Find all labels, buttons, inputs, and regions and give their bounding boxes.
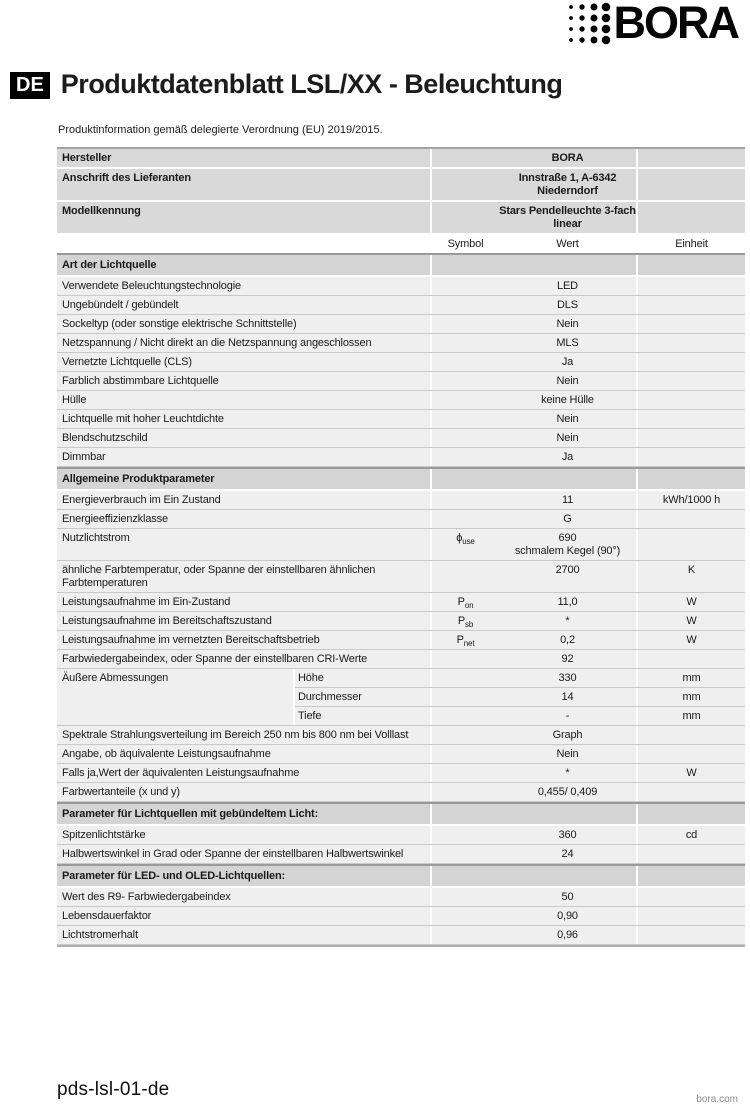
row-value-line: 0,96 [557,929,578,941]
row-symbol [432,669,499,687]
site-url: bora.com [696,1094,738,1105]
row-symbol: $P_{sb}$ [432,612,499,630]
row-symbol [432,510,499,528]
row-label: Nutzlichtstrom [57,529,430,560]
row-symbol [432,429,499,447]
section-label: Art der Lichtquelle [57,255,430,275]
table-row [57,783,745,802]
table-row [57,529,745,561]
row-unit [638,149,745,167]
table-row [57,745,745,764]
row-value [499,429,636,447]
table-row [57,612,745,631]
row-symbol [432,926,499,944]
row-unit [638,783,745,801]
row-value-line: 92 [561,653,574,665]
row-value [499,315,636,333]
row-symbol [432,353,499,371]
table-row [57,149,745,169]
row-sublabel: Tiefe [295,707,430,725]
section-label: Allgemeine Produktparameter [57,469,430,489]
title-row [10,69,562,99]
section-mid-cell [432,866,636,886]
row-unit: W [638,593,745,611]
row-value-line: Innstraße 1, A-6342 Niederndorf [518,172,617,197]
section-unit-cell [638,255,745,275]
row-value-line: Graph [552,729,583,741]
row-value [499,926,636,944]
row-unit [638,529,745,560]
row-value [499,845,636,863]
section-mid-cell [432,469,636,489]
row-value-line: DLS [557,299,578,311]
row-unit [638,372,745,390]
row-label: Farbwiedergabeindex, oder Spanne der einstellbaren CRI-Werte [57,650,430,668]
row-unit [638,845,745,863]
info-note: Produktinformation gemäß delegierte Verordnung (EU) 2019/2015. [58,124,383,136]
row-value [499,650,636,668]
row-value-line: 690 [558,532,577,544]
row-value [499,391,636,409]
row-symbol: $P_{net}$ [432,631,499,649]
table-row [57,429,745,448]
symbol-subscript: on [464,601,474,611]
row-value-line: keine Hülle [541,394,594,406]
row-value: 330 [499,669,636,687]
table-row [57,372,745,391]
row-value-line: Stars Pendelleuchte 3-fach linear [499,205,636,230]
row-label: Leistungsaufnahme im vernetzten Bereitschaftsbetrieb [57,631,430,649]
row-symbol: $P_{on}$ [432,593,499,611]
row-value [499,631,636,649]
column-header-einheit: Einheit [638,235,745,253]
row-value-line: BORA [551,152,584,164]
row-symbol [432,745,499,763]
symbol-subscript: sb [465,620,474,630]
row-unit: W [638,764,745,782]
row-value [499,612,636,630]
row-label: Falls ja,Wert der äquivalenten Leistungsaufnahme [57,764,430,782]
logo-dots-icon [567,1,611,45]
row-label: Spektrale Strahlungsverteilung im Bereich 250 nm bis 800 nm bei Volllast [57,726,430,744]
row-label: Spitzenlichtstärke [57,826,430,844]
row-value-line: Nein [556,375,579,387]
row-label: Ungebündelt / gebündelt [57,296,430,314]
section-unit-cell [638,469,745,489]
row-label: Hülle [57,391,430,409]
row-value-line: Nein [556,748,579,760]
row-value [499,783,636,801]
row-value [499,826,636,844]
section-row [57,864,745,888]
row-label: Sockeltyp (oder sonstige elektrische Schnittstelle) [57,315,430,333]
row-value-line: 0,455/ 0,409 [537,786,598,798]
row-symbol [432,202,499,233]
row-symbol [432,888,499,906]
row-value [499,561,636,592]
row-unit [638,296,745,314]
row-value [499,448,636,466]
table-row [57,169,745,202]
row-symbol [432,688,499,706]
group-subrows [295,669,745,725]
row-label: Modellkennung [57,202,430,233]
row-label: Hersteller [57,149,430,167]
row-symbol [432,650,499,668]
row-value-line: 360 [558,829,577,841]
row-label: Energieverbrauch im Ein Zustand [57,491,430,509]
table-row [57,448,745,467]
row-label: Blendschutzschild [57,429,430,447]
row-value-line: 11 [561,494,574,506]
row-label: Lebensdauerfaktor [57,907,430,925]
row-unit: cd [638,826,745,844]
table-row [57,826,745,845]
row-label: Verwendete Beleuchtungstechnologie [57,277,430,295]
table-row [57,410,745,429]
row-unit [638,353,745,371]
table-row [57,277,745,296]
section-unit-cell [638,804,745,824]
table-row [57,353,745,372]
row-value [499,277,636,295]
row-unit: W [638,612,745,630]
section-row [57,802,745,826]
section-row [57,467,745,491]
row-unit [638,745,745,763]
row-value-line: Nein [556,413,579,425]
table-subrow [295,669,745,688]
row-symbol [432,491,499,509]
row-value [499,149,636,167]
row-symbol [432,448,499,466]
table-row [57,315,745,334]
row-symbol [432,410,499,428]
table-row [57,593,745,612]
section-mid-cell [432,804,636,824]
table-row [57,907,745,926]
row-label: Farbwertanteile (x und y) [57,783,430,801]
table-row [57,726,745,745]
row-label: Farblich abstimmbare Lichtquelle [57,372,430,390]
row-label: Lichtquelle mit hoher Leuchtdichte [57,410,430,428]
symbol-subscript: net [463,639,475,649]
table-row [57,510,745,529]
row-unit [638,202,745,233]
row-unit: mm [638,707,745,725]
doc-id: pds-lsl-01-de [57,1079,170,1100]
row-label: Energieeffizienzklasse [57,510,430,528]
row-value [499,169,636,200]
row-unit [638,315,745,333]
row-symbol [432,169,499,200]
row-sublabel: Höhe [295,669,430,687]
column-header-row [57,235,745,253]
row-sublabel: Durchmesser [295,688,430,706]
row-value-line: LED [557,280,578,292]
row-value: - [499,707,636,725]
row-symbol [432,907,499,925]
row-unit: kWh/1000 h [638,491,745,509]
row-symbol [432,726,499,744]
row-unit [638,510,745,528]
row-label: Leistungsaufnahme im Bereitschaftszustand [57,612,430,630]
table-row [57,334,745,353]
row-unit [638,391,745,409]
row-value-line: 11,0 [557,596,578,608]
section-label: Parameter für Lichtquellen mit gebündeltem Licht: [57,804,430,824]
row-value-line: * [565,615,570,627]
row-unit [638,726,745,744]
row-value [499,296,636,314]
row-value-line: G [563,513,572,525]
row-value [499,372,636,390]
row-symbol [432,783,499,801]
row-symbol [432,826,499,844]
table-row [57,296,745,315]
row-unit [638,650,745,668]
row-label: Angabe, ob äquivalente Leistungsaufnahme [57,745,430,763]
row-value-line: 24 [561,848,574,860]
row-symbol [432,561,499,592]
table-row [57,561,745,593]
row-value-line-2: schmalem Kegel (90°) [514,545,621,557]
row-symbol [432,149,499,167]
row-value-line: Ja [561,356,574,368]
row-value [499,410,636,428]
logo-text: BORA [613,0,738,48]
row-unit [638,429,745,447]
row-label: Lichtstromerhalt [57,926,430,944]
row-value-line: 0,2 [560,634,575,646]
section-mid-cell [432,255,636,275]
row-symbol [432,277,499,295]
row-label: Halbwertswinkel in Grad oder Spanne der einstellbaren Halbwertswinkel [57,845,430,863]
row-unit [638,907,745,925]
row-label: Vernetzte Lichtquelle (CLS) [57,353,430,371]
table-row-group [57,669,745,726]
table-row [57,845,745,864]
table-row [57,391,745,410]
row-label: Netzspannung / Nicht direkt an die Netzspannung angeschlossen [57,334,430,352]
table-subrow [295,707,745,725]
column-header-symbol: Symbol [432,235,499,253]
page-title: Produktdatenblatt LSL/XX - Beleuchtung [60,69,563,99]
row-unit: mm [638,669,745,687]
row-value-line: Nein [556,432,579,444]
lang-badge: DE [10,72,50,99]
row-value [499,726,636,744]
row-unit [638,926,745,944]
row-value [499,491,636,509]
row-value: 14 [499,688,636,706]
row-value [499,334,636,352]
row-value [499,529,636,560]
row-value [499,764,636,782]
table-row [57,631,745,650]
section-row [57,253,745,277]
row-unit [638,277,745,295]
row-symbol [432,391,499,409]
row-unit: mm [638,688,745,706]
table-row [57,202,745,235]
row-value [499,888,636,906]
row-unit: W [638,631,745,649]
row-value [499,510,636,528]
table-subrow [295,688,745,707]
row-unit [638,410,745,428]
row-symbol: $\phi_{use}$ [432,529,499,560]
table-row [57,888,745,907]
row-symbol [432,764,499,782]
product-table [57,147,745,947]
section-label: Parameter für LED- und OLED-Lichtquellen: [57,866,430,886]
table-row [57,926,745,945]
row-value-line: 2700 [555,564,580,576]
row-value [499,353,636,371]
row-label: Wert des R9- Farbwiedergabeindex [57,888,430,906]
row-symbol [432,334,499,352]
row-unit [638,169,745,200]
bora-logo [567,0,739,48]
row-unit [638,334,745,352]
row-value-line: MLS [556,337,579,349]
table-row [57,650,745,669]
table-row [57,491,745,510]
row-value-line: 50 [561,891,574,903]
row-symbol [432,372,499,390]
column-header-spacer [57,235,430,253]
row-unit [638,448,745,466]
row-value [499,907,636,925]
row-symbol [432,315,499,333]
row-value [499,202,636,233]
row-label: Leistungsaufnahme im Ein-Zustand [57,593,430,611]
section-unit-cell [638,866,745,886]
row-value-line: Nein [556,318,579,330]
row-label: Äußere Abmessungen [57,669,293,725]
row-value [499,593,636,611]
row-symbol [432,707,499,725]
row-value-line: 0,90 [557,910,578,922]
row-unit: K [638,561,745,592]
column-header-wert: Wert [499,235,636,253]
row-symbol [432,845,499,863]
row-label: Anschrift des Lieferanten [57,169,430,200]
row-value [499,745,636,763]
row-label: Dimmbar [57,448,430,466]
row-label: ähnliche Farbtemperatur, oder Spanne der einstellbaren ähnlichen Farbtemperaturen [57,561,430,592]
row-symbol [432,296,499,314]
row-unit [638,888,745,906]
row-value-line: Ja [561,451,574,463]
row-value-line: * [565,767,570,779]
symbol-subscript: use [462,537,475,547]
table-row [57,764,745,783]
